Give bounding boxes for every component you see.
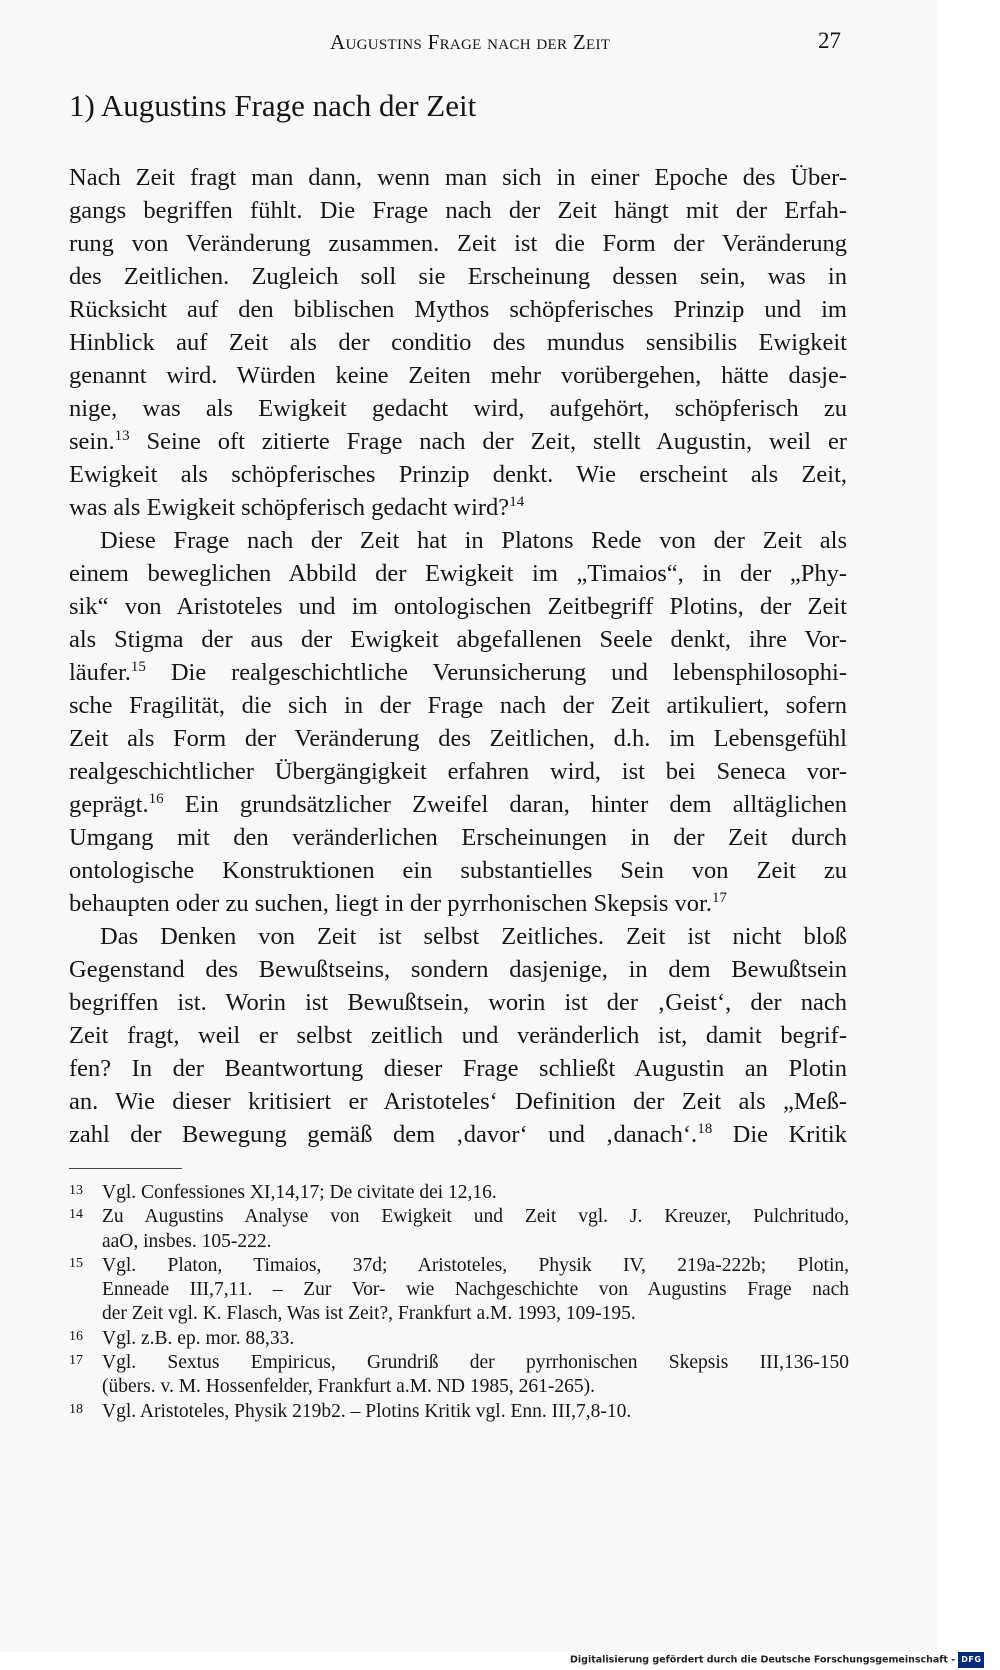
footnote-line: der Zeit vgl. K. Flasch, Was ist Zeit?, Frankfurt a.M. 1993, 109-195. — [102, 1303, 636, 1325]
page-margin — [938, 0, 1000, 1652]
body-line: Das Denken von Zeit ist selbst Zeitliches. Zeit ist nicht bloß — [100, 923, 847, 950]
footnote — [69, 1254, 849, 1327]
body-line: nige, was als Ewigkeit gedacht wird, aufgehört, schöpferisch zu — [69, 395, 847, 422]
footnote-number: 16 — [69, 1328, 83, 1344]
body-line: zahl der Bewegung gemäß dem ‚davor‘ und ‚danach‘.$^{18}$ Die Kritik — [69, 1121, 847, 1148]
section-title: 1) Augustins Frage nach der Zeit — [69, 88, 477, 123]
footnote-line: Vgl. Confessiones XI,14,17; De civitate dei 12,16. — [102, 1182, 497, 1203]
body-line: an. Wie dieser kritisiert er Aristoteles‘ Definition der Zeit als „Meß- — [69, 1088, 847, 1115]
footnote-line: aaO, insbes. 105-222. — [102, 1230, 272, 1252]
footnote-number: 14 — [69, 1207, 83, 1223]
body-line: Umgang mit den veränderlichen Erscheinungen in der Zeit durch — [69, 824, 847, 851]
body-line: des Zeitlichen. Zugleich soll sie Erscheinung dessen sein, was in — [69, 263, 847, 290]
body-line: Nach Zeit fragt man dann, wenn man sich in einer Epoche des Über- — [69, 164, 847, 191]
footnote — [69, 1400, 849, 1424]
body-line: gangs begriffen fühlt. Die Frage nach der Zeit hängt mit der Erfah- — [69, 197, 847, 224]
footnote-ref: 13 — [114, 428, 130, 444]
body-line: geprägt.$^{16}$ Ein grundsätzlicher Zweifel daran, hinter dem alltäglichen — [69, 791, 847, 818]
footnote-line: Enneade III,7,11. – Zur Vor- wie Nachgeschichte von Augustins Frage nach — [102, 1279, 849, 1301]
body-line: einem beweglichen Abbild der Ewigkeit im „Timaios“, in der „Phy- — [69, 560, 847, 587]
footnote-ref: 17 — [711, 890, 727, 906]
footnotes — [69, 1181, 849, 1424]
body-line: ontologische Konstruktionen ein substantielles Sein von Zeit zu — [69, 857, 847, 884]
body-line: behaupten oder zu suchen, liegt in der pyrrhonischen Skepsis vor.$^{17}$ — [69, 890, 727, 917]
running-head: Augustins Frage nach der Zeit — [330, 30, 611, 54]
digitization-credit — [570, 1652, 984, 1668]
body-line: genannt wird. Würden keine Zeiten mehr vorübergehen, hätte dasje- — [69, 362, 847, 389]
footnote-ref: 16 — [148, 791, 164, 807]
footnote-number: 18 — [69, 1401, 83, 1417]
body-line: begriffen ist. Worin ist Bewußtsein, worin ist der ‚Geist‘, der nach — [69, 989, 847, 1016]
body-line: sche Fragilität, die sich in der Frage nach der Zeit artikuliert, sofern — [69, 692, 847, 719]
footnote-line: Vgl. Sextus Empiricus, Grundriß der pyrrhonischen Skepsis III,136-150 — [102, 1352, 849, 1374]
footnote-divider — [69, 1168, 182, 1169]
body-line: Diese Frage nach der Zeit hat in Platons Rede von der Zeit als — [100, 527, 847, 554]
footnote — [69, 1327, 849, 1351]
footnote-ref: 14 — [509, 494, 525, 510]
footnote-ref: 15 — [130, 659, 146, 675]
footnote-line: (übers. v. M. Hossenfelder, Frankfurt a.M. ND 1985, 261-265). — [102, 1376, 595, 1398]
footnote-line: Vgl. Aristoteles, Physik 219b2. – Plotins Kritik vgl. Enn. III,7,8-10. — [102, 1400, 632, 1422]
body-line: was als Ewigkeit schöpferisch gedacht wird?$^{14}$ — [69, 494, 525, 521]
footnote-line: Zu Augustins Analyse von Ewigkeit und Zeit vgl. J. Kreuzer, Pulchritudo, — [102, 1206, 849, 1228]
body-line: als Stigma der aus der Ewigkeit abgefallenen Seele denkt, ihre Vor- — [69, 626, 847, 653]
body-text — [69, 161, 847, 1151]
footnote-ref: 18 — [697, 1121, 713, 1137]
body-line: Zeit als Form der Veränderung des Zeitlichen, d.h. im Lebensgefühl — [69, 725, 847, 752]
dfg-logo: DFG — [958, 1652, 984, 1668]
body-line: realgeschichtlicher Übergängigkeit erfahren wird, ist bei Seneca vor- — [69, 758, 847, 785]
body-line: Hinblick auf Zeit als der conditio des mundus sensibilis Ewigkeit — [69, 329, 847, 356]
body-line: Ewigkeit als schöpferisches Prinzip denkt. Wie erscheint als Zeit, — [69, 461, 847, 488]
footnote — [69, 1351, 849, 1400]
body-line: läufer.$^{15}$ Die realgeschichtliche Verunsicherung und lebensphilosophi- — [69, 659, 847, 686]
footnote — [69, 1205, 849, 1254]
footnote-number: 15 — [69, 1255, 83, 1271]
footnote-number: 13 — [69, 1183, 83, 1198]
footnote — [69, 1181, 849, 1205]
footnote-line: Vgl. z.B. ep. mor. 88,33. — [102, 1327, 295, 1349]
body-line: fen? In der Beantwortung dieser Frage schließt Augustin an Plotin — [69, 1055, 847, 1082]
credit-text: Digitalisierung gefördert durch die Deutsche Forschungsgemeinschaft - — [570, 1654, 956, 1666]
body-line: sik“ von Aristoteles und im ontologischen Zeitbegriff Plotins, der Zeit — [69, 593, 847, 620]
footnote-line: Vgl. Platon, Timaios, 37d; Aristoteles, Physik IV, 219a-222b; Plotin, — [102, 1254, 849, 1276]
body-line: Zeit fragt, weil er selbst zeitlich und veränderlich ist, damit begrif- — [69, 1022, 847, 1049]
footnote-number: 17 — [69, 1353, 83, 1369]
body-line: rung von Veränderung zusammen. Zeit ist die Form der Veränderung — [69, 230, 847, 257]
body-line: Gegenstand des Bewußtseins, sondern dasjenige, in dem Bewußtsein — [69, 956, 847, 983]
body-line: Rücksicht auf den biblischen Mythos schöpferisches Prinzip und im — [69, 296, 847, 323]
body-line: sein.$^{13}$ Seine oft zitierte Frage nach der Zeit, stellt Augustin, weil er — [69, 428, 847, 455]
page-number: 27 — [818, 28, 841, 53]
